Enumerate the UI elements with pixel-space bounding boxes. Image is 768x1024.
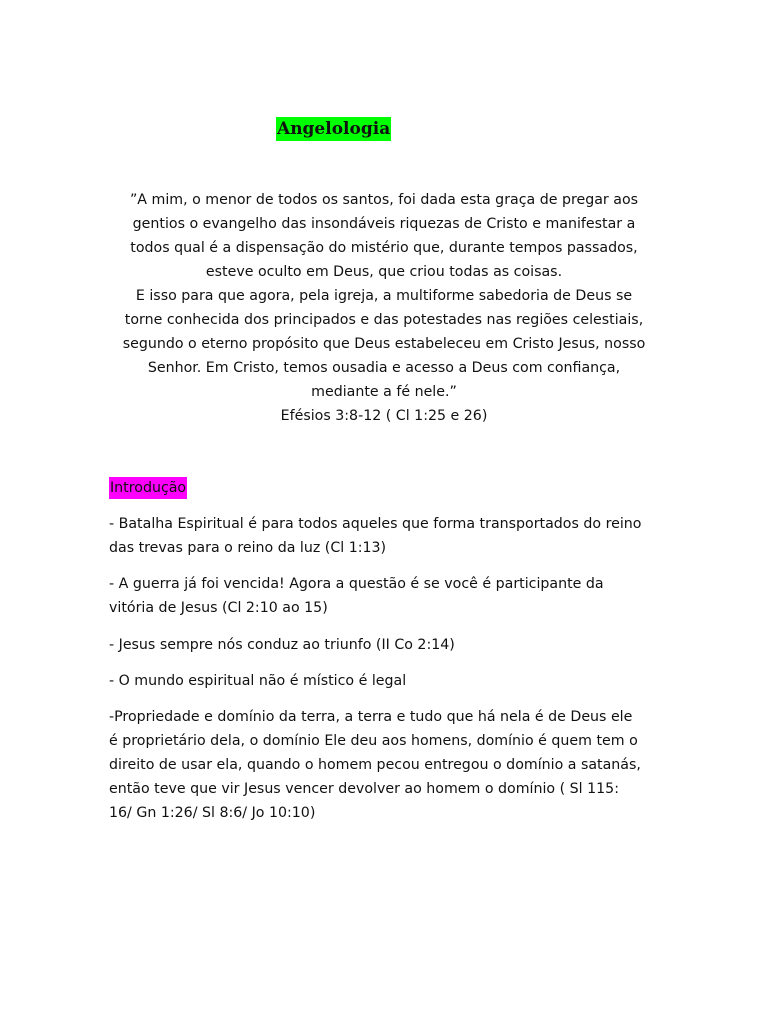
quote-line: esteve oculto em Deus, que criou todas as coisas. [205,264,563,280]
quote-line: todos qual é a dispensação do mistério que, durante tempos passados, [130,240,638,256]
document-title: Angelologia [277,119,391,139]
paragraph [109,512,669,560]
title-block [276,117,391,141]
paragraph-line: das trevas para o reino da luz (Cl 1:13) [109,540,387,556]
quote-reference: Efésios 3:8-12 ( Cl 1:25 e 26) [280,408,488,424]
paragraph-line: - Jesus sempre nós conduz ao triunfo (II Co 2:14) [109,637,455,653]
quote-line: torne conhecida dos principados e das potestades nas regiões celestiais, [124,312,644,328]
paragraph [109,705,669,825]
quote-line: mediante a fé nele.” [311,384,457,400]
paragraph [109,633,669,657]
paragraph-line: 16/ Gn 1:26/ Sl 8:6/ Jo 10:10) [109,805,316,821]
paragraph-line: então teve que vir Jesus vencer devolver ao homem o domínio ( Sl 115: [109,781,619,797]
quote-line: E isso para que agora, pela igreja, a multiforme sabedoria de Deus se [135,288,633,304]
bible-quote [100,188,668,428]
paragraph-line: -Propriedade e domínio da terra, a terra e tudo que há nela é de Deus ele [109,709,633,725]
quote-line: gentios o evangelho das insondáveis riquezas de Cristo e manifestar a [132,216,636,232]
quote-line: segundo o eterno propósito que Deus estabeleceu em Cristo Jesus, nosso [122,336,646,352]
paragraph-line: é proprietário dela, o domínio Ele deu aos homens, domínio é quem tem o [109,733,638,749]
paragraph [109,572,669,620]
paragraph [109,669,669,693]
paragraph-line: - A guerra já foi vencida! Agora a questão é se você é participante da [109,576,604,592]
section-heading-block [109,477,187,499]
paragraph-line: vitória de Jesus (Cl 2:10 ao 15) [109,600,328,616]
section-heading: Introdução [109,477,187,499]
paragraph-line: - Batalha Espiritual é para todos aqueles que forma transportados do reino [109,516,642,532]
quote-line: ”A mim, o menor de todos os santos, foi dada esta graça de pregar aos [129,192,639,208]
paragraph-line: - O mundo espiritual não é místico é legal [109,673,407,689]
quote-line: Senhor. Em Cristo, temos ousadia e acesso a Deus com confiança, [147,360,621,376]
paragraph-line: direito de usar ela, quando o homem pecou entregou o domínio a satanás, [109,757,641,773]
